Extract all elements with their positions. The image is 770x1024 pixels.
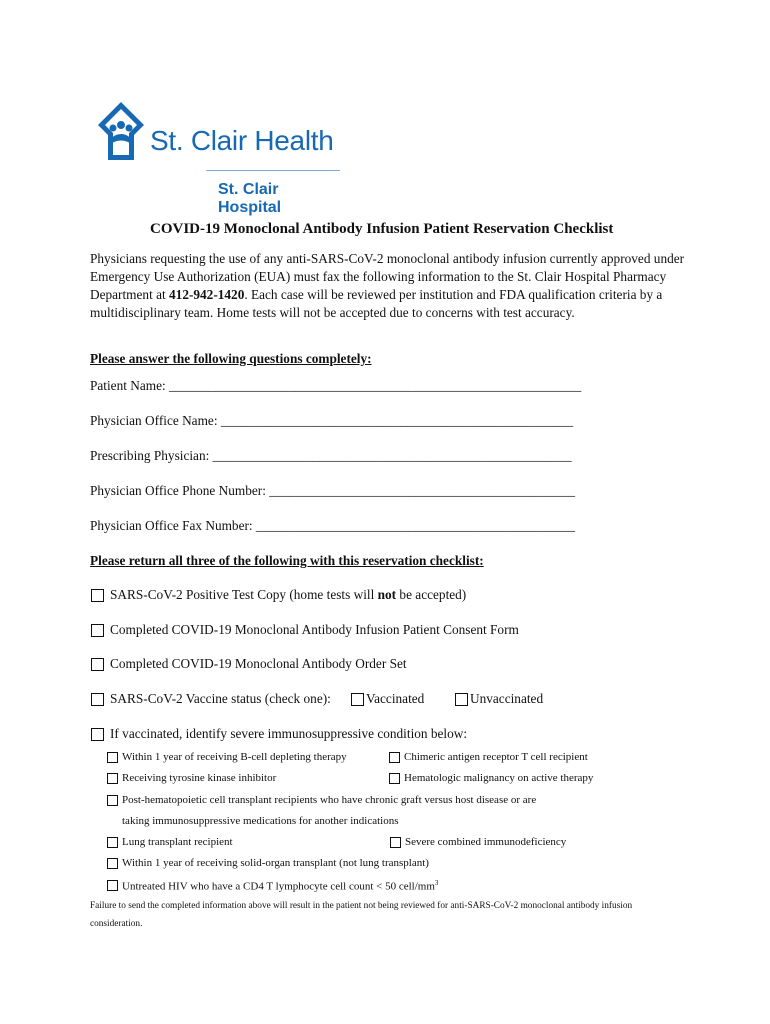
pharmacy-fax-number: 412-942-1420 (169, 287, 245, 302)
form-title: COVID-19 Monoclonal Antibody Infusion Patient Reservation Checklist (150, 221, 614, 237)
lung-transplant-checkbox[interactable] (107, 837, 118, 848)
logo-hospital-name: St. Clair Hospital (218, 181, 282, 216)
vaccinated-checkbox[interactable] (351, 693, 364, 706)
order-set-label: Completed COVID-19 Monoclonal Antibody Order Set (110, 656, 407, 671)
intro-paragraph (90, 250, 690, 322)
consent-form-label: Completed COVID-19 Monoclonal Antibody Infusion Patient Consent Form (110, 622, 519, 637)
post-hsct-label-line1: Post-hematopoietic cell transplant recipients who have chronic graft versus host disease or are (122, 794, 537, 806)
section-heading-questions: Please answer the following questions completely: (90, 351, 372, 366)
solid-organ-transplant-checkbox[interactable] (107, 858, 118, 869)
positive-test-label: SARS-CoV-2 Positive Test Copy (home tests will not be accepted) (110, 587, 467, 602)
hiv-label: Untreated HIV who have a CD4 T lymphocyte cell count < 50 cell/$mm^3$ (122, 879, 439, 893)
order-set-checkbox[interactable] (91, 658, 104, 671)
vaccinated-label: Vaccinated (366, 691, 425, 706)
tki-label: Receiving tyrosine kinase inhibitor (122, 772, 277, 784)
car-t-recipient-checkbox[interactable] (389, 752, 400, 763)
physician-office-phone-field[interactable]: Physician Office Phone Number: ______________________________________________ (90, 483, 576, 498)
intro-text-1: Physicians requesting the use of any anti-SARS-CoV-2 monoclonal antibody infusion currently approved under Emergency Use Authorization (EUA) must fax the following information to the St. Clair Hospital Pharmacy Department at (90, 251, 685, 302)
lung-transplant-label: Lung transplant recipient (122, 836, 233, 848)
unvaccinated-label: Unvaccinated (470, 691, 544, 706)
car-t-recipient-label: Chimeric antigen receptor T cell recipient (404, 751, 588, 763)
post-hsct-label-line2: taking immunosuppressive medications for another indications (122, 815, 399, 827)
hospital-logo (96, 100, 346, 216)
bcell-therapy-checkbox[interactable] (107, 752, 118, 763)
logo-divider (206, 170, 340, 171)
post-hsct-checkbox[interactable] (107, 795, 118, 806)
physician-office-fax-field[interactable]: Physician Office Fax Number: ________________________________________________ (90, 518, 576, 533)
footer-note-line2: consideration. (90, 919, 143, 929)
hiv-checkbox[interactable] (107, 880, 118, 891)
physician-office-name-field[interactable]: Physician Office Name: _____________________________________________________ (90, 413, 574, 428)
vaccine-status-checkbox[interactable] (91, 693, 104, 706)
unvaccinated-checkbox[interactable] (455, 693, 468, 706)
positive-test-checkbox[interactable] (91, 589, 104, 602)
prescribing-physician-field[interactable]: Prescribing Physician: ______________________________________________________ (90, 448, 572, 463)
vaccine-status-label: SARS-CoV-2 Vaccine status (check one): (110, 691, 331, 706)
tki-checkbox[interactable] (107, 773, 118, 784)
immunosuppressive-condition-checkbox[interactable] (91, 728, 104, 741)
st-clair-health-logo-icon (96, 100, 146, 164)
heme-malignancy-label: Hematologic malignancy on active therapy (404, 772, 594, 784)
footer-note-line1: Failure to send the completed information above will result in the patient not being reviewed for anti-SARS-CoV-2 monoclonal antibody infusion (90, 901, 633, 911)
logo-brand-text: St. Clair Health (150, 125, 334, 156)
patient-name-field[interactable]: Patient Name: ______________________________________________________________ (90, 378, 582, 393)
solid-organ-transplant-label: Within 1 year of receiving solid-organ transplant (not lung transplant) (122, 857, 429, 869)
scid-label: Severe combined immunodeficiency (405, 836, 567, 848)
bcell-therapy-label: Within 1 year of receiving B-cell depleting therapy (122, 751, 347, 763)
heme-malignancy-checkbox[interactable] (389, 773, 400, 784)
section-heading-returns: Please return all three of the following with this reservation checklist: (90, 553, 484, 568)
scid-checkbox[interactable] (390, 837, 401, 848)
consent-form-checkbox[interactable] (91, 624, 104, 637)
intro-text-2: . Each case will be reviewed per institution and FDA qualification criteria by a multidisciplinary team. Home tests will not be accepted due to concerns with test accuracy. (90, 287, 663, 320)
immunosuppressive-condition-label: If vaccinated, identify severe immunosuppressive condition below: (110, 726, 468, 741)
